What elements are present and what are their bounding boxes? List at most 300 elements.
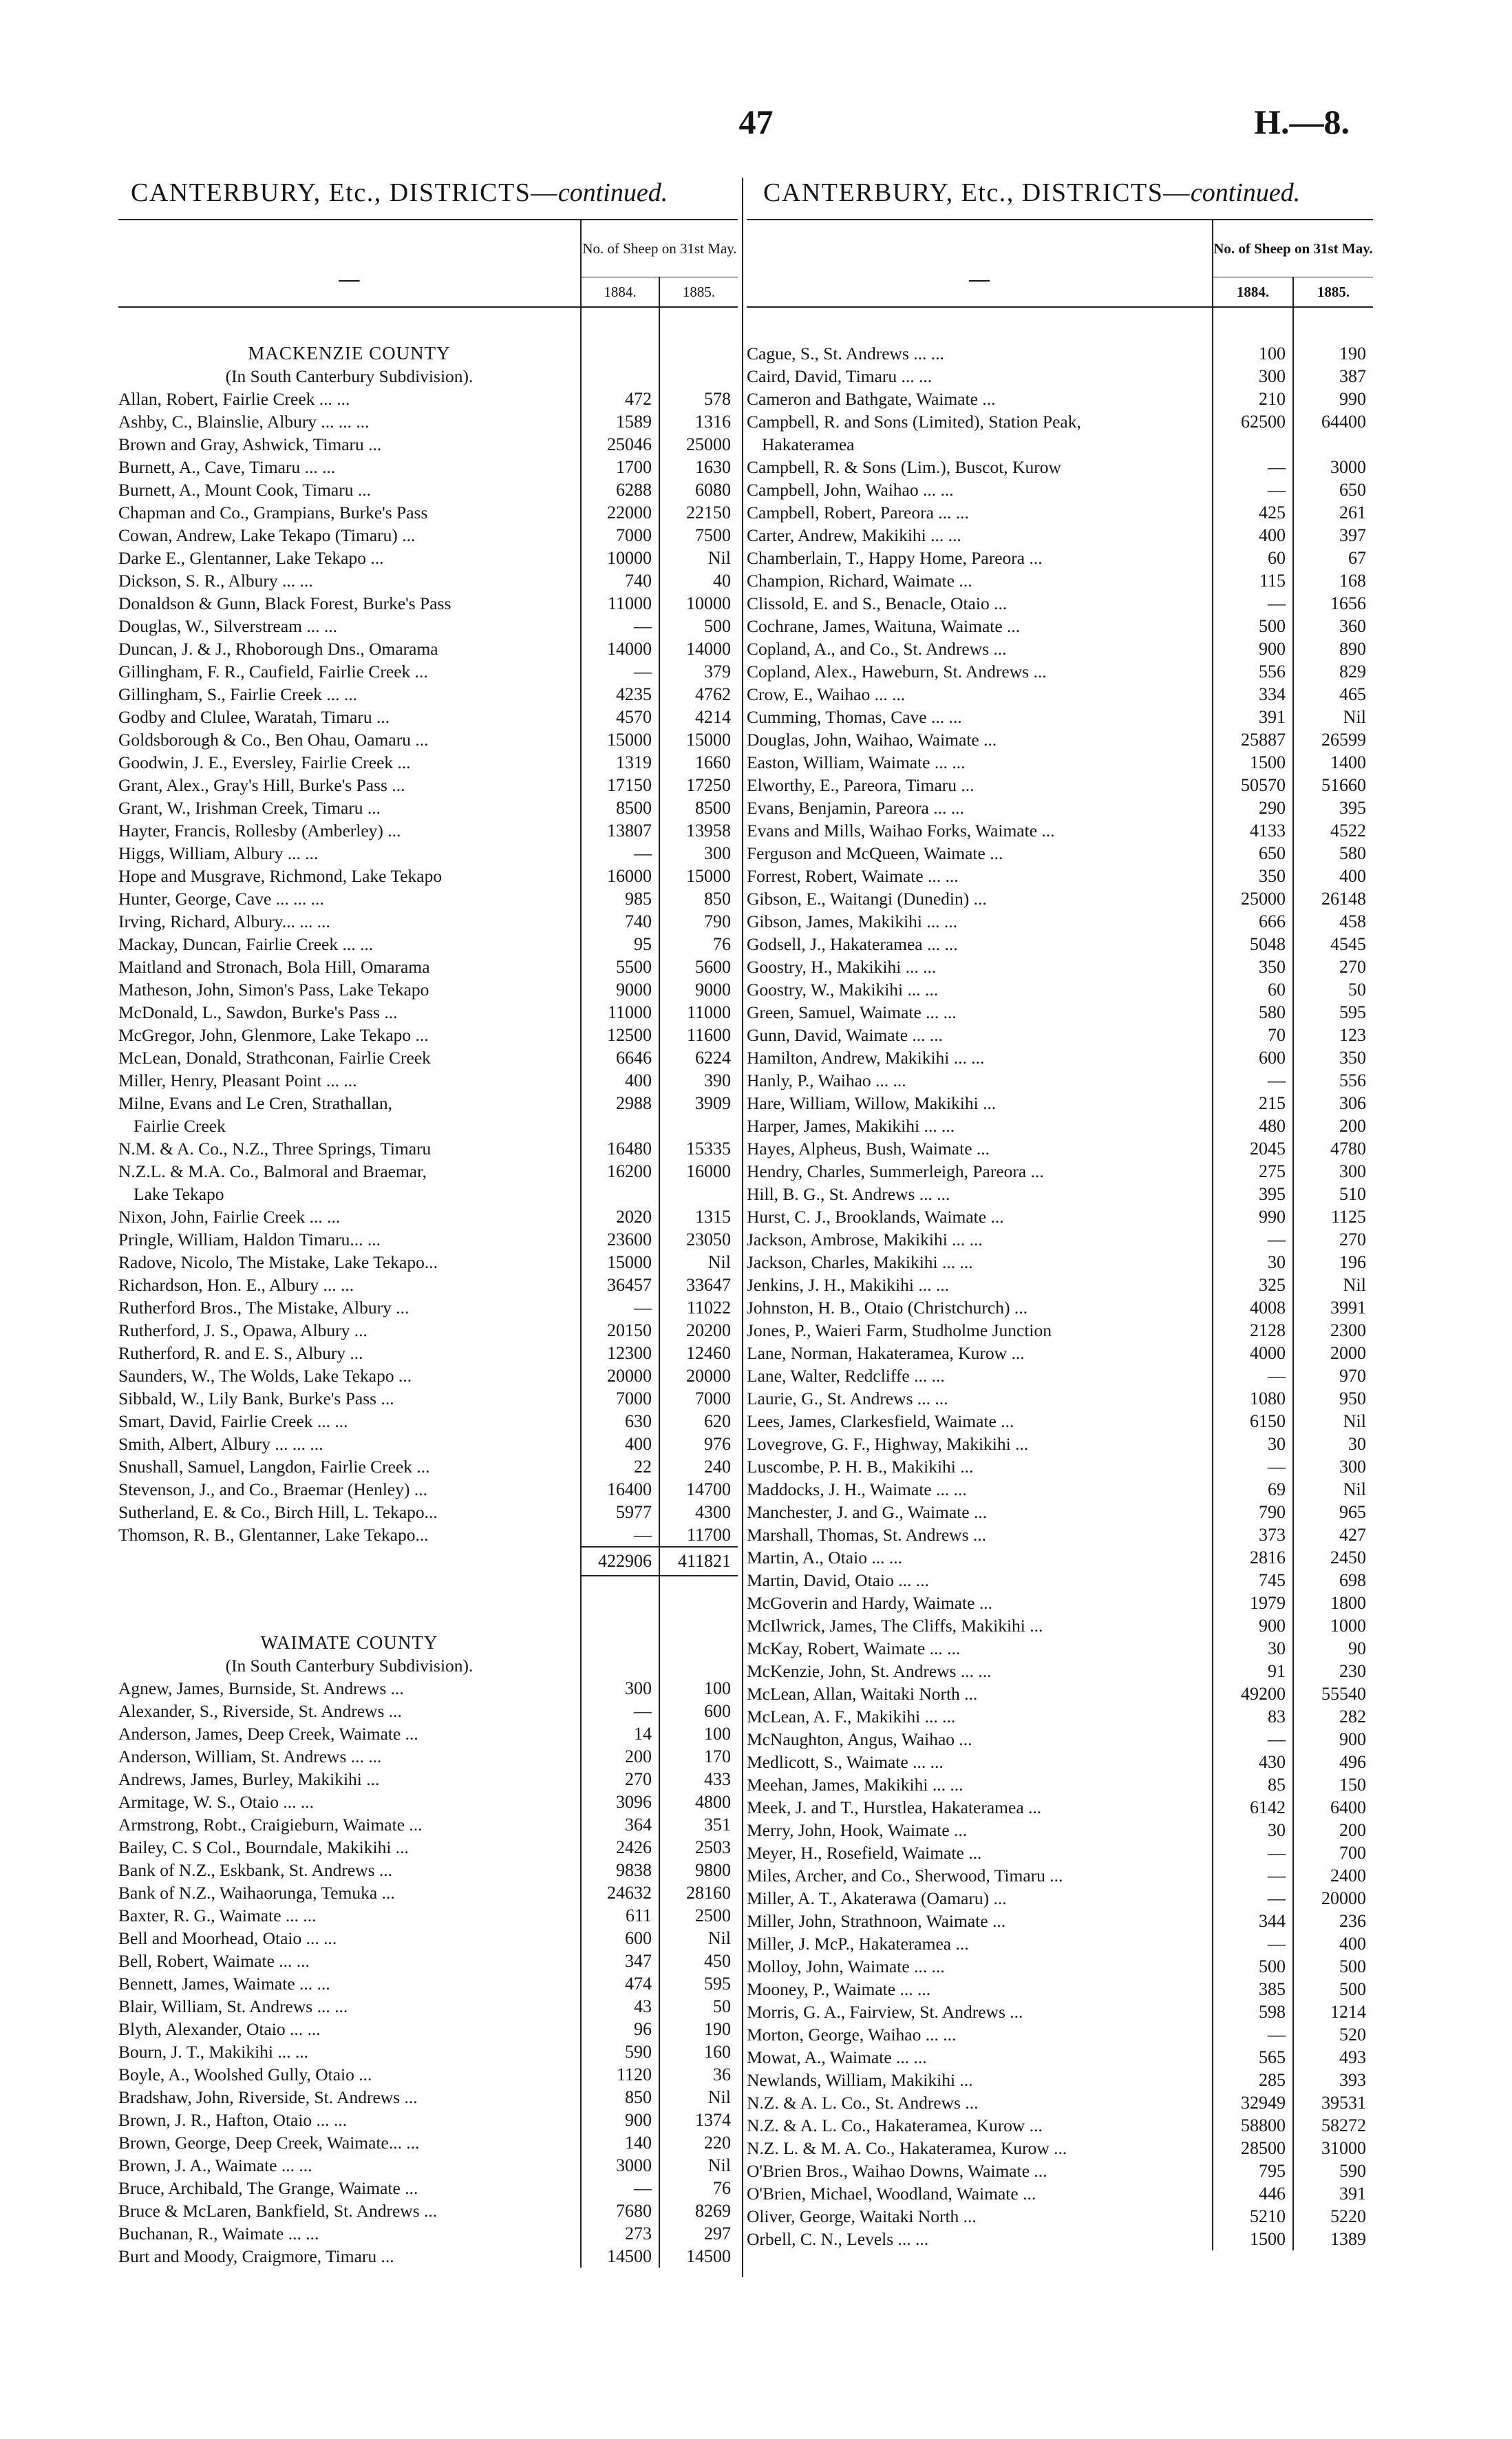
table-row: [118, 1745, 738, 1768]
owner-name: Bank of N.Z., Eskbank, St. Andrews ...: [118, 1860, 393, 1880]
sheep-1884: 83: [1213, 1705, 1293, 1728]
sheep-1884: [581, 1576, 659, 1604]
sheep-1884: —: [581, 660, 659, 683]
owner-name: Bruce, Archibald, The Grange, Waimate ...: [118, 2178, 418, 2198]
left-header-sheep: No. of Sheep on 31st May.: [581, 220, 738, 277]
owner-name: Miller, J. McP., Hakateramea ...: [747, 1934, 969, 1954]
table-row: [747, 1864, 1373, 1887]
sheep-1884: 472: [581, 388, 659, 410]
sheep-1884: 7680: [581, 2199, 659, 2222]
right-page-title: CANTERBURY, Etc., DISTRICTS—continued.: [763, 178, 1301, 207]
owner-name: Burt and Moody, Craigmore, Timaru ...: [118, 2246, 394, 2266]
sheep-1884: [581, 307, 659, 342]
table-row: [118, 456, 738, 478]
owner-name: Brown and Gray, Ashwick, Timaru ...: [118, 434, 382, 454]
table-row: [747, 2023, 1373, 2046]
table-row: [118, 728, 738, 751]
sheep-1884: 5500: [581, 955, 659, 978]
table-row: [118, 1183, 738, 1205]
table-row: [118, 1677, 738, 1700]
owner-name: N.Z. L. & M. A. Co., Hakateramea, Kurow ...: [747, 2138, 1067, 2158]
document-reference: H.—8.: [1254, 103, 1350, 141]
table-row: [747, 478, 1373, 501]
owner-name: Cumming, Thomas, Cave ... ...: [747, 707, 962, 727]
owner-name: Campbell, Robert, Pareora ... ...: [747, 503, 969, 522]
table-row: [118, 2245, 738, 2268]
owner-name: O'Brien, Michael, Woodland, Waimate ...: [747, 2184, 1036, 2204]
sheep-1884: 364: [581, 1813, 659, 1836]
sheep-1885: 790: [659, 910, 738, 933]
table-row: [747, 1614, 1373, 1637]
sheep-1884: 1080: [1213, 1387, 1293, 1410]
table-row: [118, 1024, 738, 1046]
table-row: [118, 547, 738, 569]
sheep-1885: 595: [659, 1972, 738, 1995]
sheep-1885: 950: [1293, 1387, 1373, 1410]
owner-name: N.Z.L. & M.A. Co., Balmoral and Braemar,: [118, 1161, 427, 1181]
sheep-1885: 55540: [1293, 1682, 1373, 1705]
right-header-1885: 1885.: [1293, 277, 1373, 308]
table-row: [118, 569, 738, 592]
sheep-1884: 2426: [581, 1836, 659, 1859]
owner-name: Brown, J. R., Hafton, Otaio ... ...: [118, 2110, 348, 2130]
owner-name: Dickson, S. R., Albury ... ...: [118, 571, 313, 591]
sheep-1885: 14700: [659, 1478, 738, 1501]
sheep-1884: 611: [581, 1904, 659, 1927]
owner-name: Cameron and Bathgate, Waimate ...: [747, 389, 996, 409]
table-row: [118, 933, 738, 955]
sheep-1885: 300: [659, 842, 738, 865]
sheep-1884: 6150: [1213, 1410, 1293, 1433]
sheep-1885: 650: [1293, 478, 1373, 501]
table-row: [118, 819, 738, 842]
table-row: [118, 388, 738, 410]
sheep-1884: —: [1213, 2023, 1293, 2046]
owner-name: Hanly, P., Waihao ... ...: [747, 1070, 906, 1090]
sheep-1885: 3000: [1293, 456, 1373, 478]
owner-name: Crow, E., Waihao ... ...: [747, 684, 906, 704]
column-divider: [742, 178, 743, 2277]
table-row: [747, 865, 1373, 887]
sheep-1885: [659, 1632, 738, 1654]
table-row: [118, 796, 738, 819]
table-row: [118, 2222, 738, 2245]
sheep-1884: 1319: [581, 751, 659, 774]
sheep-1885: 698: [1293, 1569, 1373, 1592]
table-row: [747, 933, 1373, 955]
owner-name: Anderson, William, St. Andrews ... ...: [118, 1746, 382, 1766]
sheep-1885: 1000: [1293, 1614, 1373, 1637]
table-row: [118, 1972, 738, 1995]
sheep-1884: 23600: [581, 1228, 659, 1251]
owner-name: Morton, George, Waihao ... ...: [747, 2025, 957, 2045]
owner-name: Buchanan, R., Waimate ... ...: [118, 2224, 319, 2243]
table-row: [118, 1046, 738, 1069]
sheep-1885: 13958: [659, 819, 738, 842]
table-row: [118, 1251, 738, 1274]
sheep-1884: 32949: [1213, 2091, 1293, 2114]
owner-name: Manchester, J. and G., Waimate ...: [747, 1502, 988, 1522]
owner-name: McLean, Donald, Strathconan, Fairlie Creek: [118, 1048, 431, 1068]
sheep-1884: 14500: [581, 2245, 659, 2268]
table-row: [747, 365, 1373, 388]
sheep-1884: 630: [581, 1410, 659, 1433]
sheep-1885: 7000: [659, 1387, 738, 1410]
sheep-1884: —: [1213, 1841, 1293, 1864]
owner-name: Ashby, C., Blainslie, Albury ... ... ...: [118, 412, 370, 432]
owner-name: Rutherford Bros., The Mistake, Albury ...: [118, 1298, 409, 1318]
owner-name: Lane, Norman, Hakateramea, Kurow ...: [747, 1343, 1025, 1363]
sheep-1884: 740: [581, 910, 659, 933]
sheep-1885: 33647: [659, 1274, 738, 1296]
table-row: [118, 2018, 738, 2040]
sheep-1884: 273: [581, 2222, 659, 2245]
sheep-1884: 600: [581, 1927, 659, 1950]
owner-name: Bailey, C. S Col., Bourndale, Makikihi ...: [118, 1837, 409, 1857]
sheep-1884: 400: [581, 1433, 659, 1455]
owner-name: Campbell, R. & Sons (Lim.), Buscot, Kurow: [747, 457, 1061, 477]
table-row: [747, 1910, 1373, 1932]
table-row: [747, 660, 1373, 683]
sheep-1884: 400: [1213, 524, 1293, 547]
sheep-1884: 795: [1213, 2160, 1293, 2182]
owner-name: Evans, Benjamin, Pareora ... ...: [747, 798, 964, 818]
table-row: [747, 1592, 1373, 1614]
owner-name: Godsell, J., Hakateramea ... ...: [747, 934, 958, 954]
table-row: [118, 1433, 738, 1455]
sheep-1885: 7500: [659, 524, 738, 547]
owner-name: Meehan, James, Makikihi ... ...: [747, 1775, 963, 1795]
sheep-1885: Nil: [659, 2086, 738, 2109]
owner-name: Jenkins, J. H., Makikihi ... ...: [747, 1275, 949, 1295]
sheep-1885: 16000: [659, 1160, 738, 1183]
sheep-1884: 5977: [581, 1501, 659, 1523]
owner-name: Miller, John, Strathnoon, Waimate ...: [747, 1911, 1006, 1931]
sheep-1885: 390: [659, 1069, 738, 1092]
owner-name: Fairlie Creek: [134, 1116, 226, 1136]
owner-name: Clissold, E. and S., Benacle, Otaio ...: [747, 593, 1008, 613]
sheep-1884: 985: [581, 887, 659, 910]
sheep-1884: 580: [1213, 1001, 1293, 1024]
owner-name: Easton, William, Waimate ... ...: [747, 752, 966, 772]
table-row: [747, 2091, 1373, 2114]
owner-name: Stevenson, J., and Co., Braemar (Henley) ...: [118, 1479, 427, 1499]
table-row: [747, 1637, 1373, 1660]
table-row: [747, 842, 1373, 865]
sheep-1884: [581, 1183, 659, 1205]
table-row: [747, 1705, 1373, 1728]
table-row: [747, 1137, 1373, 1160]
table-row: [747, 1569, 1373, 1592]
table-row: [118, 637, 738, 660]
sheep-1884: 30: [1213, 1251, 1293, 1274]
table-row: [747, 410, 1373, 433]
sheep-1885: [1293, 433, 1373, 456]
owner-name: Molloy, John, Waimate ... ...: [747, 1956, 945, 1976]
sheep-1885: Nil: [659, 2154, 738, 2177]
owner-name: Marshall, Thomas, St. Andrews ...: [747, 1525, 987, 1545]
table-row: [118, 2109, 738, 2131]
sheep-1885: 76: [659, 933, 738, 955]
sheep-1885: 200: [1293, 1819, 1373, 1841]
owner-name: Laurie, G., St. Andrews ... ...: [747, 1389, 948, 1408]
owner-name: Allan, Robert, Fairlie Creek ... ...: [118, 389, 350, 409]
table-row: [747, 592, 1373, 615]
sheep-1885: 1374: [659, 2109, 738, 2131]
sheep-1884: 13807: [581, 819, 659, 842]
sheep-1885: 4522: [1293, 819, 1373, 842]
owner-name: Saunders, W., The Wolds, Lake Tekapo ...: [118, 1366, 412, 1386]
sheep-1884: 4235: [581, 683, 659, 706]
sheep-1885: 976: [659, 1433, 738, 1455]
sheep-1884: 22: [581, 1455, 659, 1478]
owner-name: Campbell, John, Waihao ... ...: [747, 480, 954, 500]
sheep-1884: 425: [1213, 501, 1293, 524]
right-header-1884: 1884.: [1213, 277, 1293, 308]
owner-name: Godby and Clulee, Waratah, Timaru ...: [118, 707, 390, 727]
sheep-1884: [581, 365, 659, 388]
sheep-1885: 556: [1293, 1069, 1373, 1092]
table-row: [118, 1410, 738, 1433]
owner-name: McKay, Robert, Waimate ... ...: [747, 1638, 961, 1658]
table-row: [747, 1433, 1373, 1455]
sheep-1885: 3909: [659, 1092, 738, 1115]
owner-name: Bourn, J. T., Makikihi ... ...: [118, 2042, 309, 2062]
sheep-1885: Nil: [659, 547, 738, 569]
sheep-1885: 493: [1293, 2046, 1373, 2069]
sheep-1884: 25000: [1213, 887, 1293, 910]
sheep-1885: 50: [659, 1995, 738, 2018]
sheep-1884: 350: [1213, 865, 1293, 887]
sheep-1885: 236: [1293, 1910, 1373, 1932]
owner-name: N.Z. & A. L. Co., St. Andrews ...: [747, 2093, 979, 2113]
table-row: [118, 2086, 738, 2109]
owner-name: Hurst, C. J., Brooklands, Waimate ...: [747, 1207, 1004, 1227]
table-row: [747, 1410, 1373, 1433]
owner-name: (In South Canterbury Subdivision).: [225, 1656, 473, 1676]
sheep-1885: 1389: [1293, 2228, 1373, 2250]
owner-name: Higgs, William, Albury ... ...: [118, 843, 319, 863]
owner-name: Carter, Andrew, Makikihi ... ...: [747, 525, 961, 545]
sheep-1884: —: [1213, 478, 1293, 501]
owner-name: Medlicott, S., Waimate ... ...: [747, 1752, 944, 1772]
sheep-1884: 275: [1213, 1160, 1293, 1183]
sheep-1885: 300: [1293, 1160, 1373, 1183]
sheep-1885: 433: [659, 1768, 738, 1791]
owner-name: Copland, Alex., Haweburn, St. Andrews ...: [747, 662, 1047, 682]
sheep-1884: 16200: [581, 1160, 659, 1183]
owner-name: Bruce & McLaren, Bankfield, St. Andrews ...: [118, 2201, 438, 2221]
owner-name: [747, 307, 1213, 342]
sheep-1885: 64400: [1293, 410, 1373, 433]
sheep-1885: 23050: [659, 1228, 738, 1251]
owner-name: Sutherland, E. & Co., Birch Hill, L. Tekapo...: [118, 1502, 438, 1522]
table-row: [747, 2000, 1373, 2023]
owner-name: N.Z. & A. L. Co., Hakateramea, Kurow ...: [747, 2115, 1043, 2135]
table-row: [747, 819, 1373, 842]
table-row: [747, 456, 1373, 478]
sheep-1885: 458: [1293, 910, 1373, 933]
sheep-1884: 1120: [581, 2063, 659, 2086]
sheep-1884: —: [1213, 1932, 1293, 1955]
county-subheading: [118, 1654, 738, 1677]
sheep-1885: [659, 1115, 738, 1137]
sheep-1884: 347: [581, 1950, 659, 1972]
owner-name: Matheson, John, Simon's Pass, Lake Tekapo: [118, 980, 429, 1000]
table-row: [747, 1455, 1373, 1478]
owner-name: Meyer, H., Rosefield, Waimate ...: [747, 1843, 982, 1863]
table-row: [747, 728, 1373, 751]
sheep-1884: 7000: [581, 1387, 659, 1410]
spacer-row: [118, 1604, 738, 1632]
table-row: [747, 2182, 1373, 2205]
sheep-1884: —: [581, 615, 659, 637]
sheep-1885: [1293, 307, 1373, 342]
table-row: [118, 1904, 738, 1927]
owner-name: Radove, Nicolo, The Mistake, Lake Tekapo...: [118, 1252, 438, 1272]
sheep-1885: [659, 1183, 738, 1205]
owner-name: Grant, W., Irishman Creek, Timaru ...: [118, 798, 381, 818]
owner-name: Forrest, Robert, Waimate ... ...: [747, 866, 959, 886]
owner-name: Blair, William, St. Andrews ... ...: [118, 1996, 348, 2016]
owner-name: Lees, James, Clarkesfield, Waimate ...: [747, 1411, 1014, 1431]
sheep-1884: 745: [1213, 1569, 1293, 1592]
sheep-1884: —: [1213, 1728, 1293, 1751]
table-row: [747, 615, 1373, 637]
table-row: [118, 1205, 738, 1228]
sheep-1885: 595: [1293, 1001, 1373, 1024]
table-row: [747, 1682, 1373, 1705]
table-row: [747, 1205, 1373, 1228]
sheep-1885: 360: [1293, 615, 1373, 637]
sheep-1885: 20000: [659, 1364, 738, 1387]
sheep-1884: 50570: [1213, 774, 1293, 796]
table-row: [118, 1478, 738, 1501]
table-row: [747, 796, 1373, 819]
sheep-1885: 8500: [659, 796, 738, 819]
sheep-1885: 20000: [1293, 1887, 1373, 1910]
owner-name: Bell and Moorhead, Otaio ... ...: [118, 1928, 337, 1948]
owner-name: Hare, William, Willow, Makikihi ...: [747, 1093, 997, 1113]
table-row: [118, 1296, 738, 1319]
table-row: [118, 865, 738, 887]
sheep-1885: 510: [1293, 1183, 1373, 1205]
table-row: [747, 1728, 1373, 1751]
sheep-1885: 26599: [1293, 728, 1373, 751]
sheep-1885: 700: [1293, 1841, 1373, 1864]
sheep-1884: 30: [1213, 1819, 1293, 1841]
sheep-1885: 4545: [1293, 933, 1373, 955]
table-row: [747, 547, 1373, 569]
sheep-1885: 15000: [659, 865, 738, 887]
owner-name: Hakateramea: [762, 434, 855, 454]
owner-name: Harper, James, Makikihi ... ...: [747, 1116, 955, 1136]
owner-name: Brown, George, Deep Creek, Waimate... ...: [118, 2133, 420, 2153]
sheep-1885: 400: [1293, 1932, 1373, 1955]
sheep-1885: [659, 1604, 738, 1632]
sheep-1884: —: [581, 842, 659, 865]
owner-name: Duncan, J. & J., Rhoborough Dns., Omarama: [118, 639, 438, 659]
sheep-1885: 1800: [1293, 1592, 1373, 1614]
table-row: [118, 1364, 738, 1387]
sheep-1885: 2400: [1293, 1864, 1373, 1887]
table-row: [747, 1387, 1373, 1410]
sheep-1884: 1500: [1213, 751, 1293, 774]
table-row: [747, 751, 1373, 774]
sheep-1884: 391: [1213, 706, 1293, 728]
spacer-row: [747, 307, 1373, 342]
sheep-1884: 14: [581, 1722, 659, 1745]
owner-name: McIlwrick, James, The Cliffs, Makikihi ...: [747, 1616, 1043, 1636]
sheep-1885: 270: [1293, 955, 1373, 978]
sheep-1885: Nil: [659, 1251, 738, 1274]
sheep-1885: 90: [1293, 1637, 1373, 1660]
spacer-row: [118, 1576, 738, 1604]
left-header-1884: 1884.: [581, 277, 659, 308]
sheep-1884: 400: [581, 1069, 659, 1092]
table-row: [118, 774, 738, 796]
table-row: [747, 1183, 1373, 1205]
table-row: [747, 2046, 1373, 2069]
sheep-1885: 11022: [659, 1296, 738, 1319]
sheep-1884: [581, 1654, 659, 1677]
sheep-1884: 115: [1213, 569, 1293, 592]
owner-name: Andrews, James, Burley, Makikihi ...: [118, 1769, 380, 1789]
sheep-1885: 22150: [659, 501, 738, 524]
right-header-owner: —: [747, 220, 1213, 307]
table-row: [747, 1046, 1373, 1069]
table-row: [747, 501, 1373, 524]
sheep-1885: 58272: [1293, 2114, 1373, 2137]
table-row: [747, 1069, 1373, 1092]
sheep-1884: 598: [1213, 2000, 1293, 2023]
sheep-1885: 76: [659, 2177, 738, 2199]
owner-name: Morris, G. A., Fairview, St. Andrews ...: [747, 2002, 1023, 2022]
table-row: [118, 1927, 738, 1950]
sheep-1885: 50: [1293, 978, 1373, 1001]
sheep-1884: [581, 342, 659, 365]
owner-name: Cowan, Andrew, Lake Tekapo (Timaru) ...: [118, 525, 416, 545]
table-row: [747, 1092, 1373, 1115]
sheep-1884: 790: [1213, 1501, 1293, 1523]
sheep-1885: 2450: [1293, 1546, 1373, 1569]
table-row: [118, 955, 738, 978]
sheep-1885: 11700: [659, 1523, 738, 1547]
table-row: [747, 1251, 1373, 1274]
sheep-1885: 306: [1293, 1092, 1373, 1115]
county-total-row: [118, 1547, 738, 1576]
sheep-1885: 6080: [659, 478, 738, 501]
owner-name: Rutherford, R. and E. S., Albury ...: [118, 1343, 363, 1363]
sheep-1885: [659, 307, 738, 342]
sheep-1885: 25000: [659, 433, 738, 456]
table-row: [118, 1995, 738, 2018]
spacer-row: [118, 307, 738, 342]
table-row: [118, 1274, 738, 1296]
owner-name: Baxter, R. G., Waimate ... ...: [118, 1905, 317, 1925]
sheep-1884: 4000: [1213, 1342, 1293, 1364]
sheep-1884: 474: [581, 1972, 659, 1995]
owner-name: Hayter, Francis, Rollesby (Amberley) ...: [118, 821, 401, 841]
table-row: [118, 615, 738, 637]
sheep-1884: 285: [1213, 2069, 1293, 2091]
owner-name: Anderson, James, Deep Creek, Waimate ...: [118, 1724, 418, 1744]
owner-name: Goostry, W., Makikihi ... ...: [747, 980, 939, 1000]
sheep-1884: 91: [1213, 1660, 1293, 1682]
owner-name: McDonald, L., Sawdon, Burke's Pass ...: [118, 1002, 398, 1022]
sheep-1884: 30: [1213, 1433, 1293, 1455]
sheep-1885: 100: [659, 1722, 738, 1745]
